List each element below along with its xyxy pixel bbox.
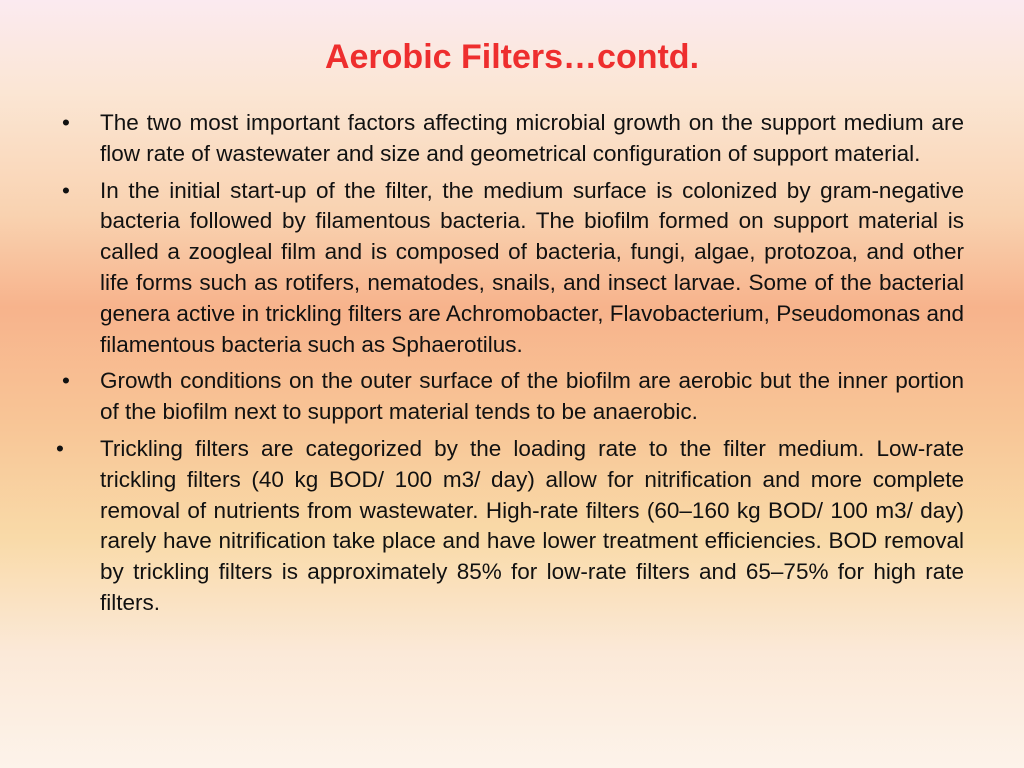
bullet-item [56,366,964,428]
bullet-glyph: • [62,110,70,135]
bullet-item [56,434,964,619]
bullet-glyph: • [62,177,70,203]
slide-title: Aerobic Filters…contd. [324,38,700,76]
bullet-glyph: • [56,435,64,461]
bullet-text: Growth conditions on the outer surface of the biofilm are aerobic but the inner portion of the biofilm next to support material tends to be anaerobic. [100,368,964,425]
bullet-glyph: • [62,368,70,394]
bullet-text: The two most important factors affecting microbial growth on the support medium are flow rate of wastewater and size and geometrical configuration of support material. [100,110,964,166]
bullet-list [56,108,964,625]
bullet-text: In the initial start-up of the filter, the medium surface is colonized by gram-negative bacteria followed by filamentous bacteria. The biofilm formed on support material is called a zoogleal film and is composed of bacteria, fungi, algae, protozoa, and other life forms such as rotifers, nematodes, snails, and insect larvae. Some of the bacterial genera active in trickling filters are Achromobacter, Flavobacterium, Pseudomonas and filamentous bacteria such as Sphaerotilus. [100,177,964,357]
bullet-item [56,176,964,361]
bullet-text: Trickling filters are categorized by the loading rate to the filter medium. Low-rate trickling filters (40 kg BOD/ 100 m3/ day) allow for nitrification and more complete removal of nutrients from wastewater. High-rate filters (60–160 kg BOD/ 100 m3/ day) rarely have nitrification take place and have lower treatment efficiencies. BOD removal by trickling filters is approximately 85% for low-rate filters and 65–75% for high rate filters. [100,435,964,615]
bullet-item [56,108,964,170]
